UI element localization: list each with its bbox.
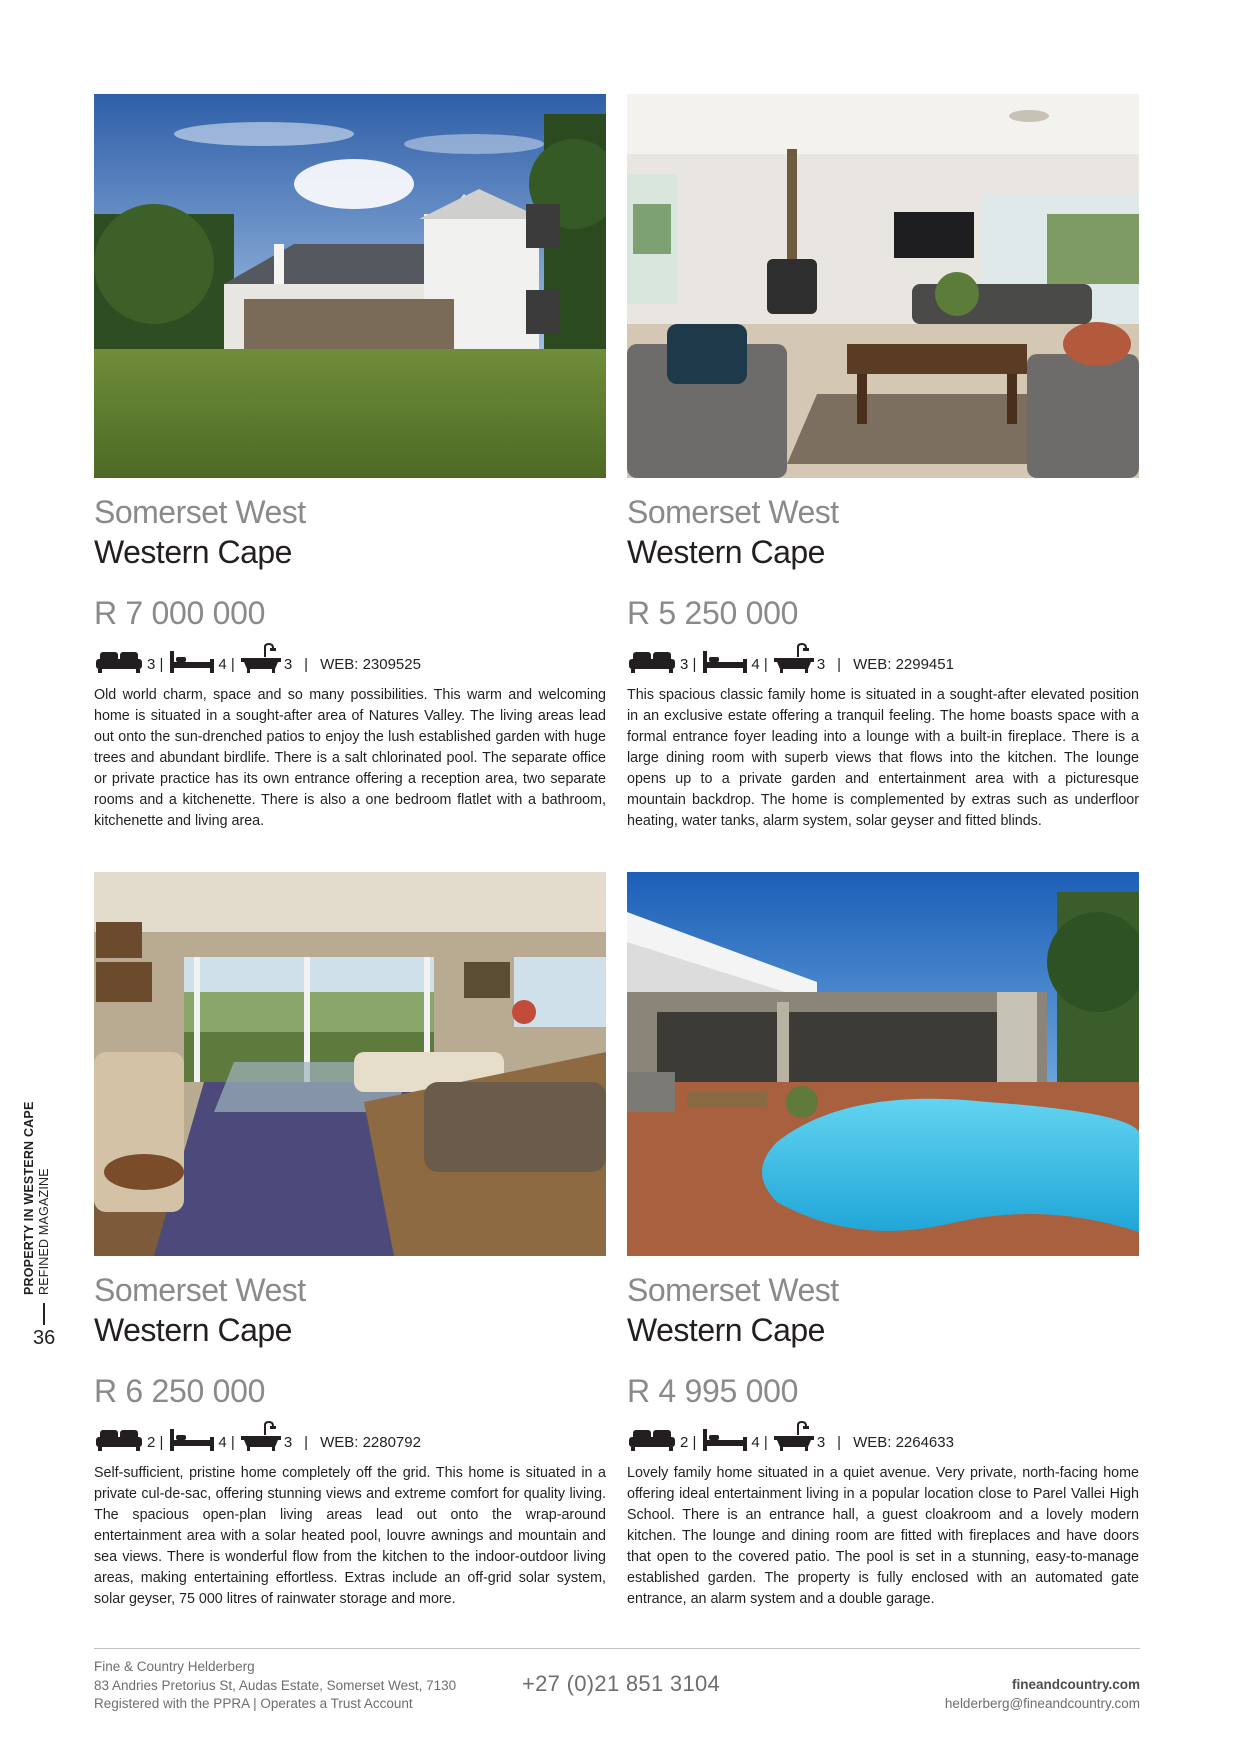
web-reference: WEB: 2280792 — [320, 1434, 421, 1451]
bathrooms-count: 3 — [816, 656, 826, 673]
separator: | — [304, 656, 309, 673]
bed-icon — [169, 651, 215, 673]
listing-suburb: Somerset West — [627, 494, 839, 530]
receptions-count: 3 | — [680, 656, 697, 673]
listing-card — [627, 94, 1139, 832]
property-photo — [94, 872, 606, 1256]
listing-region: Western Cape — [627, 1312, 825, 1348]
property-photo — [627, 872, 1139, 1256]
listing-region: Western Cape — [94, 1312, 292, 1348]
listing-region: Western Cape — [94, 534, 292, 570]
web-reference: WEB: 2264633 — [853, 1434, 954, 1451]
separator: | — [837, 656, 842, 673]
bathrooms-count: 3 — [283, 656, 293, 673]
listing-card — [94, 94, 606, 832]
website-link[interactable]: fineandcountry.com — [1011, 1677, 1140, 1692]
bedrooms-count: 4 | — [751, 656, 768, 673]
listing-description: Lovely family home situated in a quiet avenue. Very private, north-facing home offering ideal entertainment living in a popular location close to Parel Vallei High School. There is an entrance hall, a guest cloakroom and a lovely modern kitchen. The lounge and dining room are fitted with fireplaces and have doors that open to the covered patio. The pool is set in a stunning, easy-to-manage established garden. The property is fully enclosed with an automated gate entrance, an alarm system and a double garage. — [627, 1465, 1139, 1607]
office-registration: Registered with the PPRA | Operates a Trust Account — [94, 1696, 413, 1711]
listing-region: Western Cape — [627, 534, 825, 570]
listing-price: R 4 995 000 — [627, 1373, 799, 1409]
listing-price: R 5 250 000 — [627, 595, 799, 631]
listing-specs — [94, 1421, 606, 1451]
bedrooms-count: 4 | — [218, 1434, 235, 1451]
receptions-count: 2 | — [147, 1434, 164, 1451]
sofa-icon — [627, 649, 677, 673]
listing-description: Self-sufficient, pristine home completely off the grid. This home is situated in a private cul-de-sac, offering stunning views and extreme comfort for quality living. The spacious open-plan living areas lead out onto the wrap-around entertainment area with a solar heated pool, louvre awnings and mountain and sea views. There is wonderful flow from the kitchen to the indoor-outdoor living areas, making entertaining effortless. Extras include an off-grid solar system, solar geyser, 75 000 litres of rainwater storage and more. — [94, 1465, 606, 1607]
bathrooms-count: 3 — [283, 1434, 293, 1451]
bed-icon — [702, 1429, 748, 1451]
receptions-count: 3 | — [147, 656, 164, 673]
listing-specs — [94, 643, 606, 673]
listing-specs — [627, 1421, 1139, 1451]
office-phone[interactable]: +27 (0)21 851 3104 — [522, 1671, 721, 1696]
listing-card — [627, 872, 1139, 1610]
bath-icon — [241, 1421, 281, 1451]
magazine-name: REFINED MAGAZINE — [37, 1168, 51, 1295]
listing-price: R 6 250 000 — [94, 1373, 266, 1409]
bathrooms-count: 3 — [816, 1434, 826, 1451]
bedrooms-count: 4 | — [751, 1434, 768, 1451]
listing-suburb: Somerset West — [94, 1272, 306, 1308]
listing-suburb: Somerset West — [94, 494, 306, 530]
property-photo — [627, 94, 1139, 478]
property-photo — [94, 94, 606, 478]
footer-divider — [94, 1648, 1140, 1649]
bath-icon — [774, 1421, 814, 1451]
bath-icon — [241, 643, 281, 673]
section-sidebar — [22, 995, 72, 1295]
listing-card — [94, 872, 606, 1610]
office-name: Fine & Country Helderberg — [94, 1659, 255, 1674]
page-number: 36 — [33, 1327, 56, 1349]
listing-suburb: Somerset West — [627, 1272, 839, 1308]
web-reference: WEB: 2299451 — [853, 656, 954, 673]
section-title: PROPERTY IN WESTERN CAPE — [22, 1101, 36, 1295]
separator: | — [837, 1434, 842, 1451]
receptions-count: 2 | — [680, 1434, 697, 1451]
sidebar-divider — [43, 1303, 45, 1325]
email-link[interactable]: helderberg@fineandcountry.com — [944, 1695, 1140, 1711]
bath-icon — [774, 643, 814, 673]
listing-specs — [627, 643, 1139, 673]
bed-icon — [169, 1429, 215, 1451]
separator: | — [304, 1434, 309, 1451]
bedrooms-count: 4 | — [218, 656, 235, 673]
listing-price: R 7 000 000 — [94, 595, 266, 631]
sofa-icon — [94, 1427, 144, 1451]
sofa-icon — [627, 1427, 677, 1451]
footer-contact — [945, 1676, 1140, 1713]
bed-icon — [702, 651, 748, 673]
web-reference: WEB: 2309525 — [320, 656, 421, 673]
listing-description: This spacious classic family home is situated in a sought-after elevated position in an exclusive estate offering a tranquil feeling. The home boasts space with a formal entrance foyer leading into a lounge with a built-in fireplace. There is a large dining room with superb views that flows into the kitchen. The lounge opens up to a private garden and entertainment area with a picturesque mountain backdrop. The home is complemented by extras such as underfloor heating, water tanks, alarm system, solar geyser and fitted blinds. — [627, 687, 1139, 829]
footer-office-info — [94, 1658, 456, 1714]
listing-description: Old world charm, space and so many possibilities. This warm and welcoming home is situated in a sought-after area of Natures Valley. The living areas lead out onto the sun-drenched patios to enjoy the lush established garden with huge trees and abundant birdlife. There is a salt chlorinated pool. The separate office or private practice has its own entrance offering a reception area, two separate rooms and a kitchenette. There is also a one bedroom flatlet with a bathroom, kitchenette and living area. — [94, 687, 606, 829]
office-address: 83 Andries Pretorius St, Audas Estate, Somerset West, 7130 — [94, 1677, 457, 1693]
sofa-icon — [94, 649, 144, 673]
